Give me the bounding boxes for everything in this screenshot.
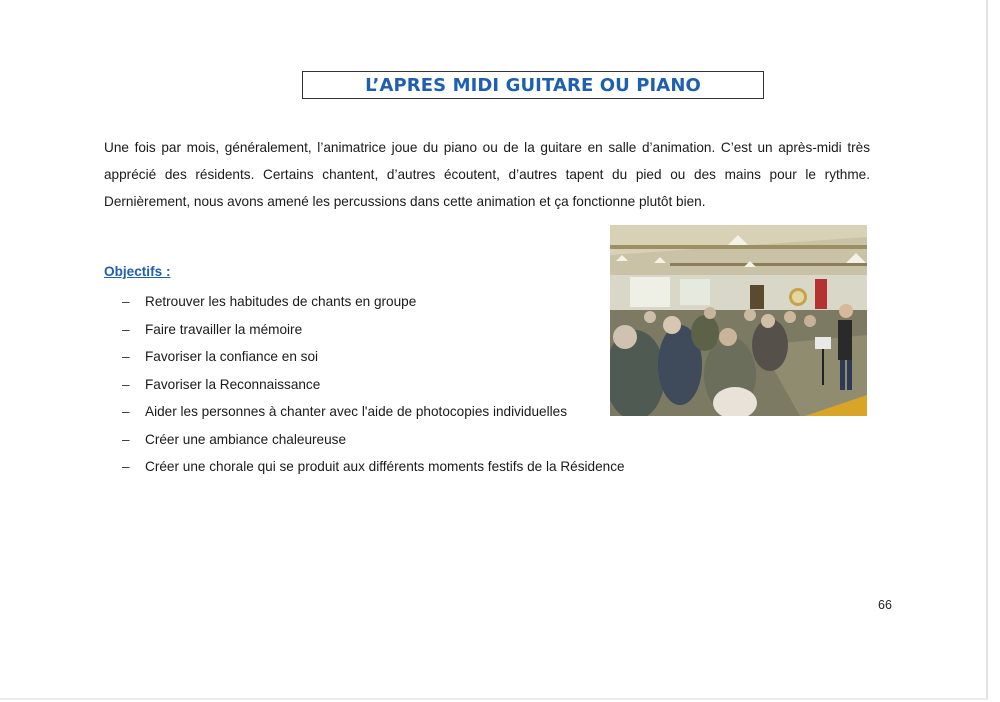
objective-text: Créer une chorale qui se produit aux différents moments festifs de la Résidence <box>145 459 625 474</box>
objective-item <box>122 343 625 371</box>
objectives-list <box>122 288 625 481</box>
dash-bullet: – <box>122 459 130 474</box>
objective-item <box>122 453 625 481</box>
objective-item <box>122 316 625 344</box>
objective-text: Favoriser la confiance en soi <box>145 349 319 364</box>
objectives-heading: Objectifs : <box>104 264 171 279</box>
objective-text: Retrouver les habitudes de chants en groupe <box>145 294 417 309</box>
objective-item <box>122 288 625 316</box>
dash-bullet: – <box>122 349 130 364</box>
dash-bullet: – <box>122 404 130 419</box>
page-number: 66 <box>878 598 892 612</box>
dash-bullet: – <box>122 321 130 337</box>
objective-text: Aider les personnes à chanter avec l'aide de photocopies individuelles <box>145 404 568 419</box>
title-box <box>302 71 764 99</box>
objective-text: Créer une ambiance chaleureuse <box>145 431 347 447</box>
intro-paragraph: Une fois par mois, généralement, l’animatrice joue du piano ou de la guitare en salle d’animation. C’est un après-midi très apprécié des résidents. Certains chantent, d’autres écoutent, d’autres tapent du pied ou des mains pour le rythme. Dernièrement, nous avons amené les percussions dans cette animation et ça fonctionne plutôt bien. <box>104 140 870 209</box>
objective-text: Faire travailler la mémoire <box>145 321 303 337</box>
objective-text: Favoriser la Reconnaissance <box>145 376 321 392</box>
objective-item <box>122 426 625 454</box>
dash-bullet: – <box>122 431 130 447</box>
page-title: L’APRES MIDI GUITARE OU PIANO <box>365 74 701 96</box>
dash-bullet: – <box>122 294 130 309</box>
objective-item <box>122 398 625 426</box>
objective-item <box>122 371 625 399</box>
activity-photo <box>610 225 867 416</box>
dash-bullet: – <box>122 376 130 392</box>
